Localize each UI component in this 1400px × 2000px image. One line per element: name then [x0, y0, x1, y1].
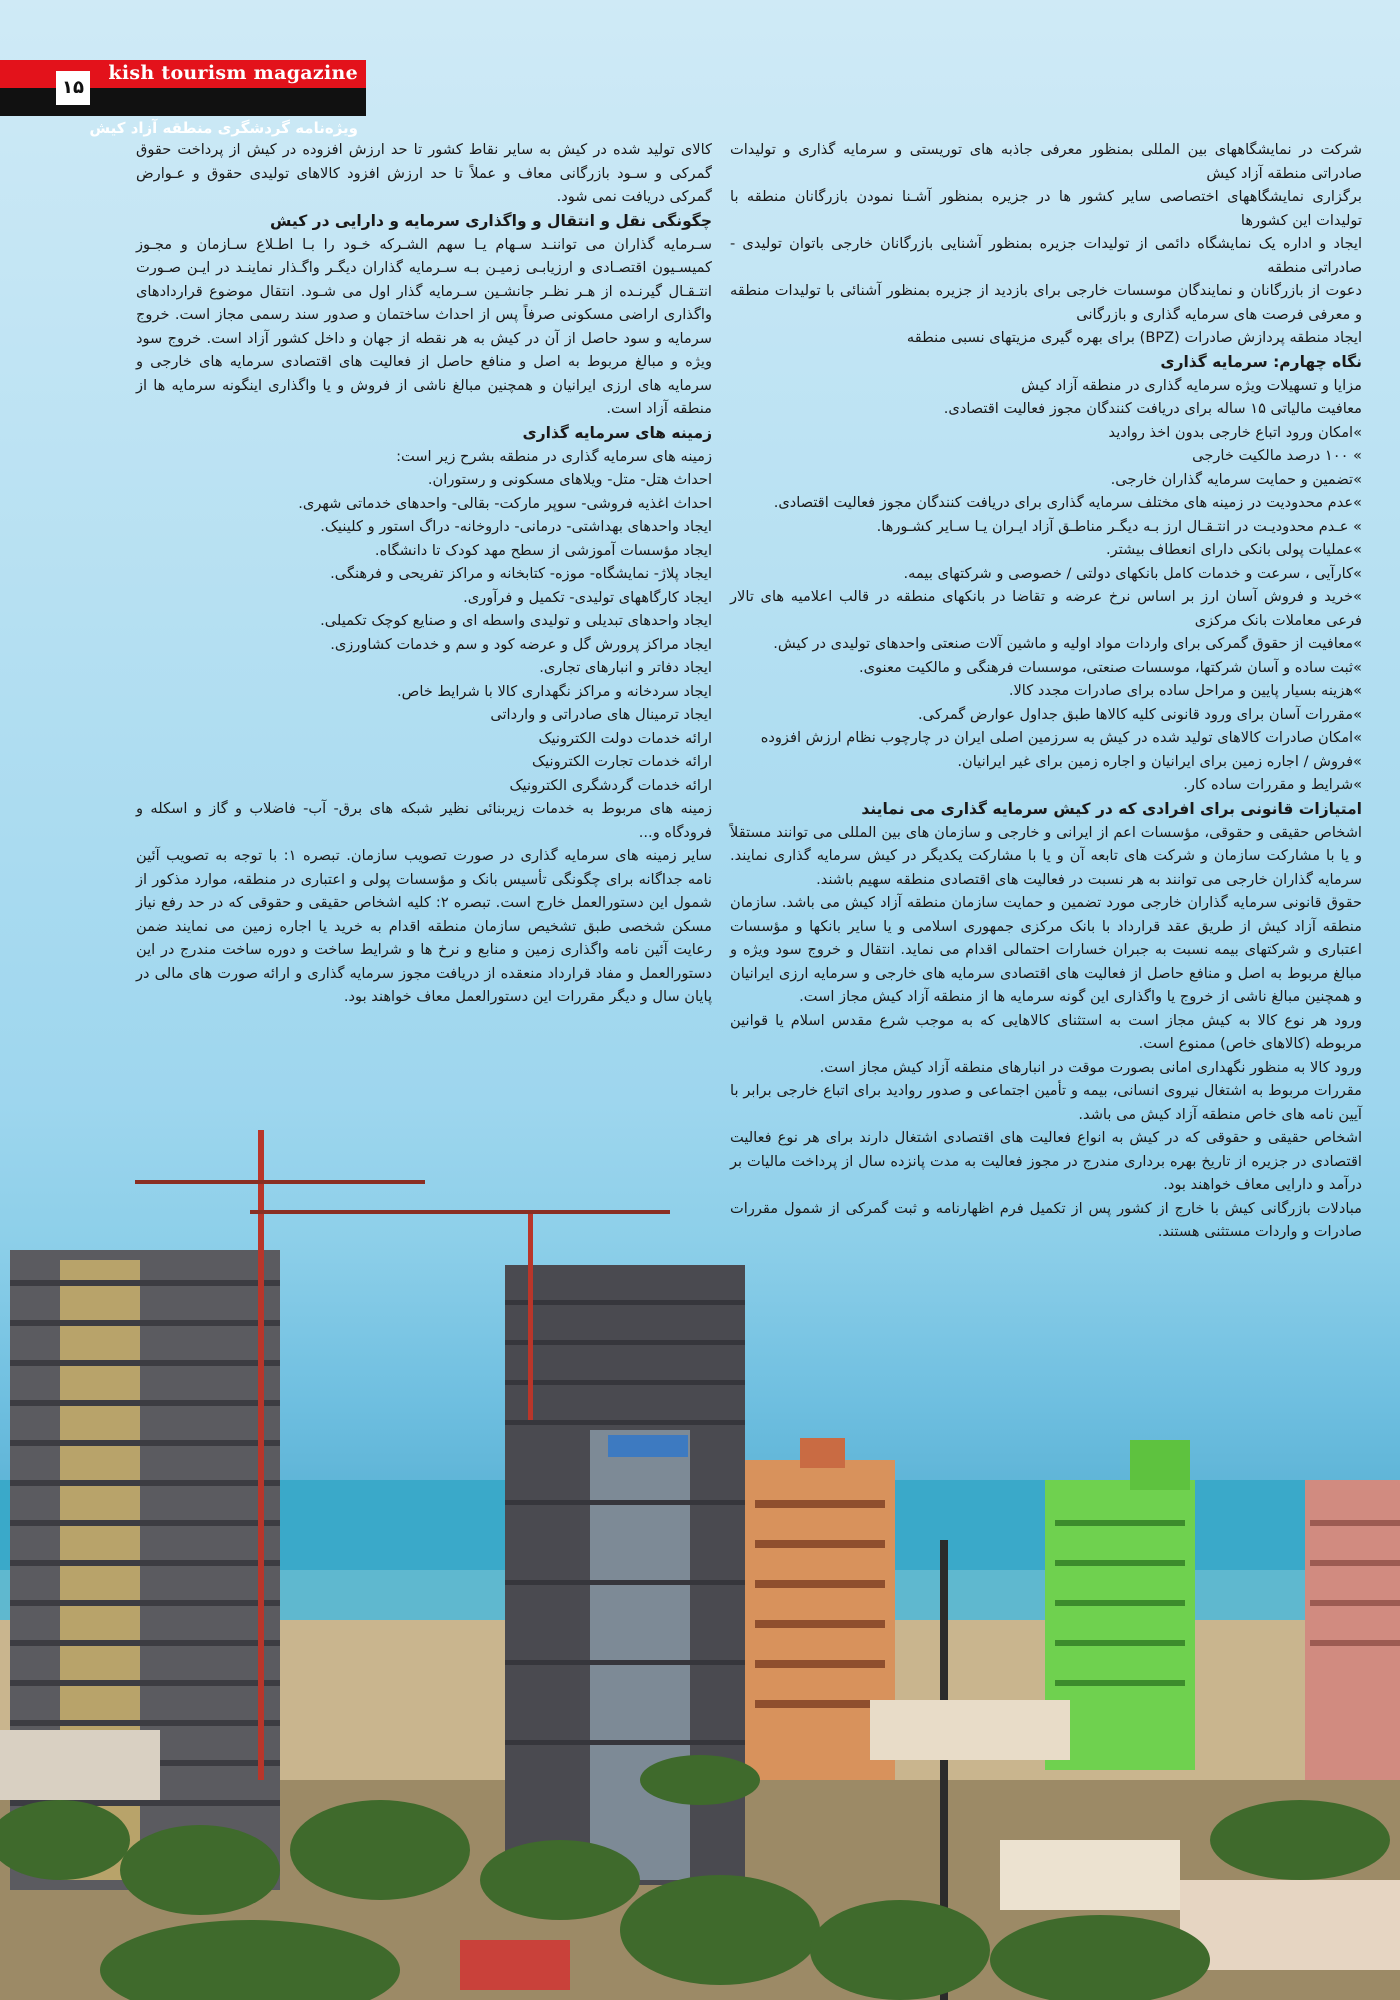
paragraph: مقررات مربوط به اشتغال نیروی انسانی، بیمه و تأمین اجتماعی و صدور روادید برای اتباع خارجی برابر با آیین نامه های خاص منطقه آزاد کیش می باشد.: [730, 1082, 1362, 1123]
paragraph: اشخاص حقیقی و حقوقی که در کیش به انواع فعالیت های اقتصادی اشتغال دارند برای هر نوع فعالیت اقتصادی در جزیره از تاریخ بهره برداری مندرج در مجوز فعالیت به مدت پانزده سال از پرداخت مالیات بر درآمد و دارایی معاف خواهند بود.: [730, 1129, 1362, 1193]
paragraph: ارائه خدمات گردشگری الکترونیک: [509, 776, 712, 794]
paragraph: احداث اغذیه فروشی- سوپر مارکت- بقالی- واحدهای خدماتی شهری.: [298, 494, 712, 512]
paragraph: ایجاد واحدهای بهداشتی- درمانی- داروخانه- دراگ استور و کلینیک.: [320, 518, 712, 535]
paragraph: »عدم محدودیت در زمینه های مختلف سرمایه گذاری برای دریافت کنندگان مجوز فعالیت اقتصادی.: [773, 494, 1362, 511]
paragraph: مبادلات بازرگانی کیش با خارج از کشور پس از تکمیل فرم اظهارنامه و ثبت گمرکی از شمول مقررات صادرات و واردات مستثنی هستند.: [730, 1199, 1362, 1240]
paragraph: اشخاص حقیقی و حقوقی، مؤسسات اعم از ایرانی و خارجی و سازمان های بین المللی می توانند مستقلاً و یا با مشارکت سازمان و شرکت های تابعه آن و یا با مشارکت یکدیگر در کیش سرمایه گذاری نمایند. سرمایه گذاران خارجی می توانند به هر نسبت در فعالیت های اقتصادی منطقه سهیم باشند.: [730, 823, 1362, 888]
paragraph: »فروش / اجاره زمین برای ایرانیان و اجاره زمین برای غیر ایرانیان.: [957, 752, 1362, 770]
section-heading: چگونگی نقل و انتقال و واگذاری سرمایه و دارایی در کیش: [270, 211, 712, 230]
article-column-left: [136, 138, 712, 1009]
paragraph: »هزینه بسیار پایین و مراحل ساده برای صادرات مجدد کالا.: [1008, 682, 1362, 699]
paragraph: ارائه خدمات تجارت الکترونیک: [532, 753, 712, 770]
paragraph: »خرید و فروش آسان ارز بر اساس نرخ عرضه و تقاضا در بانکهای منطقه در قالب اعلامیه های تالار فرعی معاملات بانک مرکزی: [730, 588, 1362, 629]
paragraph: »امکان ورود اتباع خارجی بدون اخذ روادید: [1108, 423, 1362, 441]
paragraph: » ۱۰۰ درصد مالکیت خارجی: [1192, 447, 1362, 464]
paragraph: ورود کالا به منظور نگهداری امانی بصورت موقت در انبارهای منطقه آزاد کیش مجاز است.: [819, 1058, 1362, 1076]
paragraph: ایجاد سردخانه و مراکز نگهداری کالا با شرایط خاص.: [397, 682, 712, 700]
paragraph: »معافیت از حقوق گمرکی برای واردات مواد اولیه و ماشین آلات صنعتی واحدهای تولیدی در کیش.: [773, 635, 1362, 652]
paragraph: کالای تولید شده در کیش به سایر نقاط کشور تا حد ارزش افزوده در کیش از پرداخت حقوق گمرکی و سـود بازرگانی معاف و عملاً تا حد ارزش افزود کالاهای تولیدی حقوق و عـوارض گمرکی دریافت نمی شود.: [136, 141, 712, 205]
paragraph: »امکان صادرات کالاهای تولید شده در کیش به سرزمین اصلی ایران در چارچوب نظام ارزش افزوده: [760, 729, 1362, 746]
paragraph: ایجاد مؤسسات آموزشی از سطح مهد کودک تا دانشگاه.: [374, 541, 712, 559]
magazine-title-fa: ویژه‌نامه گردشگری منطقه آزاد کیش: [89, 119, 358, 137]
paragraph: زمینه های سرمایه گذاری در منطقه بشرح زیر است:: [396, 447, 712, 465]
paragraph: ورود هر نوع کالا به کیش مجاز است به استثنای کالاهایی که به موجب شرع مقدس اسلام یا قوانین مربوطه (کالاهای خاص) ممنوع است.: [730, 1011, 1362, 1052]
paragraph: ایجاد کارگاههای تولیدی- تکمیل و فرآوری.: [463, 588, 712, 606]
paragraph: حقوق قانونی سرمایه گذاران خارجی مورد تضمین و حمایت سازمان منطقه آزاد کیش می باشد. سازمان منطقه آزاد کیش از طریق عقد قرارداد با بانک مرکزی جمهوری اسلامی و یا سایر بانکها و مؤسسات اعتباری و شرکتهای بیمه نسبت به جبران خسارات احتمالی اقدام می نماید. انتقال و خروج سود ویژه و مبالغ مربوط به اصل و منافع حاصل از فعالیت های اقتصادی سرمایه های خارجی و سرمایه ارزی ایرانیان و همچنین مبالغ ناشی از خروج یا واگذاری این گونه سرمایه ها از منطقه آزاد کیش مجاز است.: [730, 894, 1362, 1005]
paragraph: شرکت در نمایشگاههای بین المللی بمنظور معرفی جاذبه های توریستی و سرمایه گذاری و تولیدات صادراتی منطقه آزاد کیش: [730, 141, 1362, 182]
paragraph: ایجاد پلاژ- نمایشگاه- موزه- کتابخانه و مراکز تفریحی و فرهنگی.: [330, 565, 712, 582]
section-heading: امتیازات قانونی برای افرادی که در کیش سرمایه گذاری می نمایند: [861, 799, 1362, 818]
paragraph: ایجاد مراکز پرورش گل و عرضه کود و سم و خدمات کشاورزی.: [330, 635, 712, 653]
paragraph: ایجاد ترمینال های صادراتی و وارداتی: [490, 706, 712, 723]
section-heading: زمینه های سرمایه گذاری: [522, 423, 712, 442]
paragraph: زمینه های مربوط به خدمات زیربنائی نظیر شبکه های برق- آب- فاضلاب و گاز و اسکله و فرودگاه و...: [136, 800, 712, 841]
article-column-right: [730, 138, 1362, 1244]
section-heading: نگاه چهارم: سرمایه گذاری: [1160, 352, 1362, 371]
paragraph: »عملیات پولی بانکی دارای انعطاف بیشتر.: [1105, 541, 1362, 558]
paragraph: »شرایط و مقررات ساده کار.: [1183, 776, 1362, 793]
paragraph: ارائه خدمات دولت الکترونیک: [538, 729, 712, 747]
paragraph: ایجاد دفاتر و انبارهای تجاری.: [539, 659, 712, 676]
paragraph: ایجاد واحدهای تبدیلی و تولیدی واسطه ای و صنایع کوچک تکمیلی.: [320, 612, 712, 629]
paragraph: ایجاد منطقه پردازش صادرات (BPZ) برای بهره گیری مزیتهای نسبی منطقه: [906, 329, 1362, 346]
paragraph: سـرمایه گذاران می تواننـد سـهام یـا سهم الشـرکه خـود را بـا اطـلاع سـازمان و مجـوز کمیسـیون اقتصـادی و ارزیابـی زمیـن بـه سـرمایه گذاران دیگـر واگـذار نماینـد در ایـن صـورت انتـقـال گیرنـده از هـر نظـر جانشـین سـرمایه گذار اول می شـود. انتقال موضوع قراردادهای واگذاری اراضی مسکونی صرفاً پس از احداث ساختمان و صدور سند رسمی مجاز است. خروج سرمایه و سود حاصل از آن در کیش به هر نقطه از جهان و داخل کشور آزاد است. خروج سود ویژه و مبالغ مربوط به اصل و منافع حاصل از فعالیت های اقتصادی سرمایه های خارجی و سرمایه های ارزی ایرانیان و همچنین مبالغ ناشی از فروش و یا واگذاری اینگونه سرمایه ها از منطقه آزاد است.: [136, 235, 712, 417]
paragraph: دعوت از بازرگانان و نمایندگان موسسات خارجی برای بازدید از جزیره بمنظور آشنائی با تولیدات منطقه و معرفی فرصت های سرمایه گذاری و بازرگانی: [730, 282, 1362, 323]
header-red-bar: [0, 60, 366, 88]
paragraph: » عـدم محدودیـت در انتـقـال ارز بـه دیگـر مناطـق آزاد ایـران یـا سـایر کشـورها.: [876, 517, 1362, 535]
paragraph: برگزاری نمایشگاههای اختصاصی سایر کشور ها در جزیره بمنظور آشـنا نمودن بازرگانان منطقه با تولیدات این کشورها: [730, 188, 1362, 229]
page-number: ۱۵: [56, 71, 90, 105]
paragraph: سایر زمینه های سرمایه گذاری در صورت تصویب سازمان. تبصره ۱: با توجه به تصویب آئین نامه جداگانه برای چگونگی تأسیس بانک و مؤسسات پولی و اعتباری در منطقه، موارد مذکور از شمول این دستورالعمل خارج است. تبصره ۲: کلیه اشخاص حقیقی و حقوقی که در حد رفع نیاز مسکن شخصی طبق تشخیص سازمان منطقه اقدام به خرید یا اجاره زمین می نمایند ضمن رعایت آئین نامه واگذاری زمین و منابع و نرخ ها و شرایط ساخت و دوره ساخت مندرج در این دستورالعمل و مفاد قرارداد منعقده از دریافت مجوز سرمایه گذاری و ارائه صورت های مالی در پایان سال و دیگر مقررات این دستورالعمل معاف خواهند بود.: [136, 847, 713, 1005]
paragraph: ایجاد و اداره یک نمایشگاه دائمی از تولیدات جزیره بمنظور آشنایی بازرگانان خارجی باتوان تولیدی - صادراتی منطقه: [730, 235, 1362, 276]
header-black-bar: [0, 88, 366, 137]
magazine-title-en: kish tourism magazine: [108, 62, 358, 84]
paragraph: »تضمین و حمایت سرمایه گذاران خارجی.: [1110, 470, 1362, 488]
paragraph: »کارآیی ، سرعت و خدمات کامل بانکهای دولتی / خصوصی و شرکتهای بیمه.: [903, 564, 1362, 582]
paragraph: احداث هتل- متل- ویلاهای مسکونی و رستوران.: [427, 471, 712, 488]
paragraph: معافیت مالیاتی ۱۵ ساله برای دریافت کنندگان مجوز فعالیت اقتصادی.: [943, 400, 1362, 417]
paragraph: مزایا و تسهیلات ویژه سرمایه گذاری در منطقه آزاد کیش: [1021, 376, 1362, 394]
paragraph: »ثبت ساده و آسان شرکتها، موسسات صنعتی، موسسات فرهنگی و مالکیت معنوی.: [858, 658, 1362, 676]
paragraph: »مقررات آسان برای ورود قانونی کلیه کالاها طبق جداول عوارض گمرکی.: [918, 705, 1362, 723]
magazine-header: [0, 60, 366, 137]
